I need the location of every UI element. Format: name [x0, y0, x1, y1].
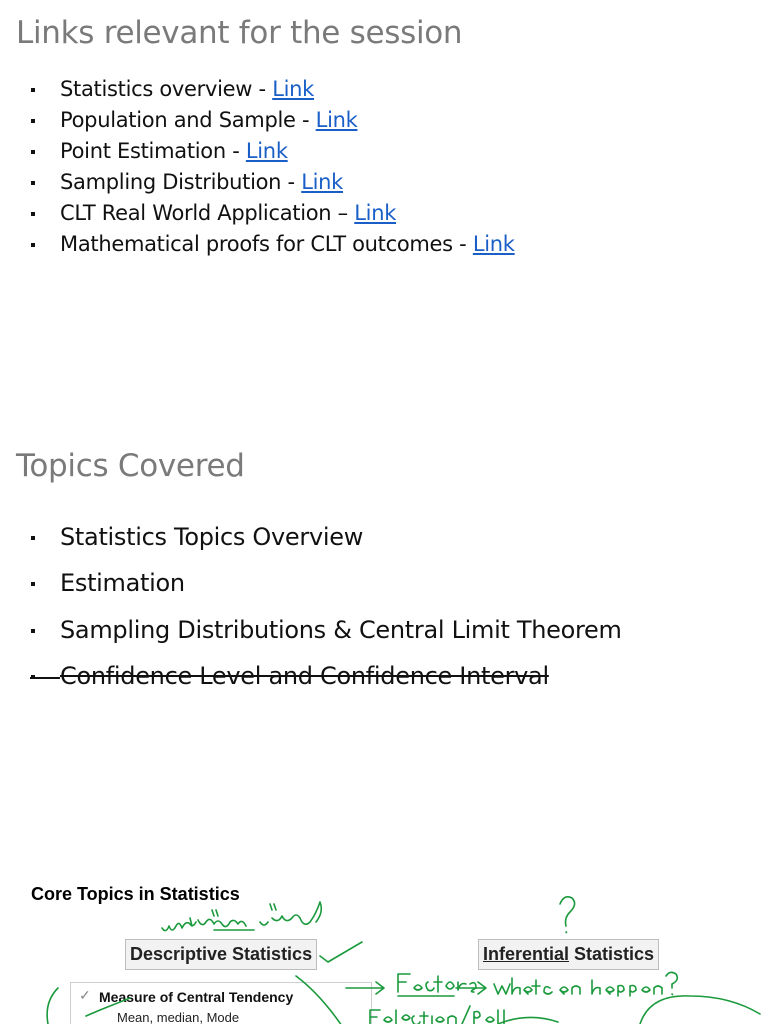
- bullet-icon: [31, 582, 35, 586]
- ink-checkmark: [320, 942, 362, 962]
- topic-label: Statistics Topics Overview: [60, 523, 364, 551]
- links-list: [0, 74, 515, 260]
- topic-label: Estimation: [60, 569, 185, 598]
- bullet-icon: [31, 88, 35, 92]
- ink-left-bracket: [47, 988, 58, 1024]
- statistics-overview-link[interactable]: Link: [272, 77, 315, 101]
- descriptive-statistics-box: Descriptive Statistics: [125, 939, 317, 970]
- link-item-label: Point Estimation -: [60, 139, 246, 163]
- inferential-statistics-box: [478, 939, 659, 970]
- statistics-word: Statistics: [569, 944, 655, 964]
- clt-application-link[interactable]: Link: [354, 201, 397, 225]
- link-item-label: Mathematical proofs for CLT outcomes -: [60, 232, 473, 256]
- bullet-icon: [31, 119, 35, 123]
- slide-snippet: [0, 870, 768, 1024]
- list-item: [0, 136, 515, 167]
- ink-quote-marks: [212, 904, 276, 916]
- list-item: [0, 229, 515, 260]
- bullet-icon: [31, 150, 35, 154]
- topic-label: Sampling Distributions & Central Limit Theorem: [60, 615, 622, 644]
- point-estimation-link[interactable]: Link: [245, 139, 288, 163]
- bullet-icon: [31, 181, 35, 185]
- central-tendency-box: [70, 982, 372, 1024]
- list-item: [0, 607, 622, 653]
- bullet-icon: [31, 212, 35, 216]
- topics-section-title: Topics Covered: [16, 448, 245, 484]
- topics-list: [0, 514, 622, 699]
- link-item-label: Statistics overview -: [60, 77, 273, 101]
- ink-right-circle: [640, 996, 760, 1024]
- list-item: [0, 198, 515, 229]
- link-item-label: Sampling Distribution -: [60, 170, 302, 194]
- central-tendency-subtitle: Mean, median, Mode: [117, 1010, 240, 1024]
- list-item: [0, 74, 515, 105]
- sampling-distribution-link[interactable]: Link: [301, 170, 344, 194]
- inferential-word: Inferential: [483, 944, 570, 964]
- bullet-icon: [31, 675, 35, 679]
- ink-wave: [498, 1017, 558, 1024]
- list-item-struck: [0, 653, 622, 699]
- slide-title: Core Topics in Statistics: [31, 884, 240, 904]
- ink-question-mark: [560, 897, 575, 933]
- list-item: [0, 560, 622, 606]
- bullet-icon: [31, 629, 35, 633]
- clt-proofs-link[interactable]: Link: [472, 232, 515, 256]
- checkmark-icon: ✓: [79, 987, 91, 1003]
- central-tendency-title: Measure of Central Tendency: [99, 989, 294, 1005]
- ink-arrow-to-what-can-happen: [456, 982, 486, 994]
- population-sample-link[interactable]: Link: [315, 108, 358, 132]
- ink-what-can-happen: [494, 972, 677, 996]
- list-item: [0, 105, 515, 136]
- list-item: [0, 167, 515, 198]
- link-item-label: Population and Sample -: [60, 108, 316, 132]
- list-item: [0, 514, 622, 560]
- ink-what-happened-scribble: [162, 902, 321, 931]
- bullet-icon: [31, 243, 35, 247]
- ink-selection-polls: [370, 1006, 504, 1024]
- topic-label: Confidence Level and Confidence Interval: [60, 661, 549, 690]
- link-item-label: CLT Real World Application –: [60, 201, 355, 225]
- links-section-title: Links relevant for the session: [16, 15, 463, 51]
- ink-factors-word: [398, 974, 476, 996]
- bullet-icon: [31, 536, 35, 540]
